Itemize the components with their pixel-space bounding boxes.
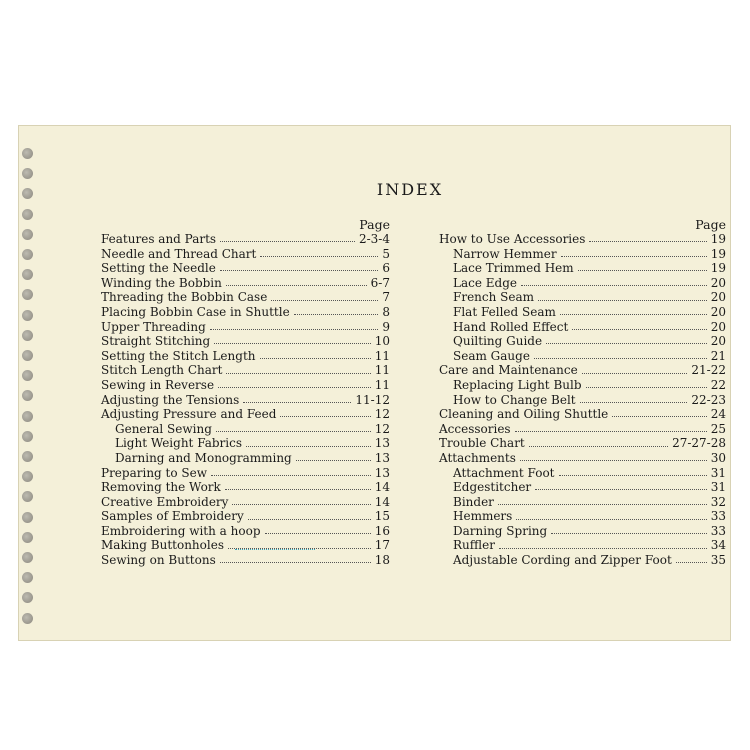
entry-page-number: 20: [710, 304, 726, 319]
dot-leader: [218, 386, 371, 388]
dot-leader: [535, 488, 707, 490]
index-entry: [439, 276, 726, 291]
entry-title: Replacing Light Bulb: [453, 377, 582, 392]
entry-title: Flat Felled Seam: [453, 304, 556, 319]
dot-leader: [220, 240, 355, 242]
dot-leader: [534, 357, 707, 359]
index-entry: [439, 290, 726, 305]
binding-hole: [22, 411, 33, 422]
index-entry: [439, 538, 726, 553]
dot-leader: [538, 299, 707, 301]
entry-page-number: 20: [710, 290, 726, 305]
dot-leader: [578, 269, 707, 271]
index-entry: [101, 509, 390, 524]
dot-leader: [515, 430, 707, 432]
entry-title: Edgestitcher: [453, 480, 532, 495]
entry-page-number: 31: [710, 465, 726, 480]
entry-page-number: 16: [374, 523, 390, 538]
left-column: [101, 218, 390, 568]
dot-leader: [211, 474, 371, 476]
entry-page-number: 12: [374, 421, 390, 436]
index-entry: [439, 334, 726, 349]
index-entry: [439, 232, 726, 247]
dot-leader: [220, 561, 371, 563]
entry-title: Seam Gauge: [453, 348, 530, 363]
index-entry: [439, 349, 726, 364]
index-entry: [101, 378, 390, 393]
entry-page-number: 19: [710, 261, 726, 276]
entry-title: Quilting Guide: [453, 334, 543, 349]
entry-page-number: 11: [374, 348, 390, 363]
entry-title: Removing the Work: [101, 480, 221, 495]
index-entry: [101, 320, 390, 335]
entry-title: Lace Edge: [453, 275, 517, 290]
entry-page-number: 13: [374, 465, 390, 480]
dot-leader: [280, 415, 370, 417]
dot-leader: [226, 372, 370, 374]
entry-page-number: 33: [710, 523, 726, 538]
entry-page-number: 25: [710, 421, 726, 436]
entry-title: Adjusting Pressure and Feed: [101, 407, 277, 422]
entry-page-number: 14: [374, 494, 390, 509]
entry-page-number: 13: [374, 436, 390, 451]
entry-title: General Sewing: [115, 421, 212, 436]
entry-page-number: 12: [374, 407, 390, 422]
entry-page-number: 5: [382, 246, 390, 261]
dot-leader: [260, 255, 378, 257]
index-entry: [101, 422, 390, 437]
entry-title: Accessories: [439, 421, 511, 436]
index-entry: [101, 466, 390, 481]
entry-page-number: 34: [710, 538, 726, 553]
binding-hole: [22, 552, 33, 563]
entry-page-number: 33: [710, 509, 726, 524]
binding-hole: [22, 431, 33, 442]
entry-title: Setting the Needle: [101, 261, 216, 276]
binding-hole: [22, 451, 33, 462]
entry-title: Cleaning and Oiling Shuttle: [439, 407, 609, 422]
index-entry: [101, 290, 390, 305]
entry-title: Attachment Foot: [453, 465, 555, 480]
index-entry: [439, 305, 726, 320]
entry-page-number: 20: [710, 334, 726, 349]
left-entry-list: [101, 232, 390, 568]
right-entry-list: [439, 232, 726, 568]
index-entry: [101, 553, 390, 568]
dot-leader: [560, 313, 707, 315]
dot-leader: [546, 342, 707, 344]
dot-leader: [580, 401, 688, 403]
entry-page-number: 6-7: [370, 275, 390, 290]
entry-title: Adjusting the Tensions: [101, 392, 240, 407]
index-entry: [439, 524, 726, 539]
dot-leader: [216, 430, 371, 432]
dot-leader: [499, 547, 707, 549]
dot-leader: [561, 255, 707, 257]
entry-page-number: 19: [710, 246, 726, 261]
entry-title: Creative Embroidery: [101, 494, 229, 509]
index-entry: [101, 407, 390, 422]
index-entry: [439, 422, 726, 437]
entry-title: Lace Trimmed Hem: [453, 261, 574, 276]
entry-title: Straight Stitching: [101, 334, 211, 349]
entry-title: Threading the Bobbin Case: [101, 290, 268, 305]
index-entry: [101, 232, 390, 247]
entry-page-number: 7: [382, 290, 390, 305]
left-page-header: Page: [359, 217, 390, 232]
entry-title: Ruffler: [453, 538, 495, 553]
entry-title: Embroidering with a hoop: [101, 523, 261, 538]
entry-title: Sewing in Reverse: [101, 377, 215, 392]
dot-leader: [248, 518, 371, 520]
index-entry: [101, 363, 390, 378]
index-entry: [439, 407, 726, 422]
binding-hole: [22, 532, 33, 543]
index-entry: [439, 495, 726, 510]
entry-title: Upper Threading: [101, 319, 206, 334]
binding-hole: [22, 512, 33, 523]
index-entry: [101, 538, 390, 553]
binding-hole: [22, 249, 33, 260]
entry-page-number: 8: [382, 304, 390, 319]
highlight-underline: [235, 549, 315, 550]
entry-title: Trouble Chart: [439, 436, 525, 451]
index-entry: [101, 436, 390, 451]
dot-leader: [232, 503, 370, 505]
index-entry: [439, 436, 726, 451]
dot-leader: [220, 269, 379, 271]
entry-title: Features and Parts: [101, 232, 217, 246]
entry-title: Stitch Length Chart: [101, 363, 223, 378]
dot-leader: [296, 459, 371, 461]
entry-page-number: 22: [710, 377, 726, 392]
binding-hole: [22, 229, 33, 240]
index-entry: [439, 553, 726, 568]
dot-leader: [559, 474, 707, 476]
entry-page-number: 6: [382, 261, 390, 276]
index-entry: [101, 334, 390, 349]
entry-page-number: 31: [710, 480, 726, 495]
binding-hole: [22, 350, 33, 361]
entry-page-number: 22-23: [691, 392, 726, 407]
dot-leader: [246, 445, 371, 447]
index-entry: [439, 363, 726, 378]
binding-hole: [22, 330, 33, 341]
index-entry: [101, 524, 390, 539]
dot-leader: [243, 401, 351, 403]
dot-leader: [529, 445, 668, 447]
dot-leader: [214, 342, 371, 344]
entry-page-number: 32: [710, 494, 726, 509]
right-page-header: Page: [695, 217, 726, 232]
entry-page-number: 24: [710, 407, 726, 422]
entry-title: Darning and Monogramming: [115, 450, 292, 465]
dot-leader: [676, 561, 707, 563]
dot-leader: [572, 328, 706, 330]
dot-leader: [589, 240, 706, 242]
entry-title: How to Change Belt: [453, 392, 576, 407]
index-title: INDEX: [376, 180, 444, 199]
entry-page-number: 30: [710, 450, 726, 465]
index-entry: [439, 247, 726, 262]
dot-leader: [271, 299, 378, 301]
index-entry: [101, 261, 390, 276]
entry-page-number: 21: [710, 348, 726, 363]
dot-leader: [520, 459, 707, 461]
index-entry: [439, 480, 726, 495]
index-entry: [439, 378, 726, 393]
entry-page-number: 20: [710, 275, 726, 290]
entry-page-number: 35: [710, 553, 726, 568]
entry-title: French Seam: [453, 290, 535, 305]
binding-hole: [22, 613, 33, 624]
entry-title: Making Buttonholes: [101, 538, 224, 553]
entry-page-number: 15: [374, 509, 390, 524]
entry-page-number: 10: [374, 334, 390, 349]
entry-title: Winding the Bobbin: [101, 275, 222, 290]
index-entry: [439, 320, 726, 335]
dot-leader: [521, 284, 707, 286]
index-entry: [439, 451, 726, 466]
dot-leader: [265, 532, 371, 534]
entry-title: Setting the Stitch Length: [101, 348, 256, 363]
entry-title: Binder: [453, 494, 494, 509]
entry-page-number: 17: [374, 538, 390, 553]
index-entry: [101, 276, 390, 291]
entry-page-number: 11-12: [355, 392, 390, 407]
index-entry: [439, 393, 726, 408]
index-entry: [101, 393, 390, 408]
dot-leader: [225, 488, 371, 490]
entry-title: How to Use Accessories: [439, 232, 586, 246]
dot-leader: [516, 518, 706, 520]
entry-title: Attachments: [439, 450, 516, 465]
entry-title: Care and Maintenance: [439, 363, 578, 378]
entry-page-number: 13: [374, 450, 390, 465]
index-entry: [101, 480, 390, 495]
dot-leader: [498, 503, 707, 505]
binding-hole: [22, 148, 33, 159]
dot-leader: [586, 386, 707, 388]
index-entry: [101, 247, 390, 262]
entry-page-number: 2-3-4: [358, 232, 390, 246]
entry-page-number: 19: [710, 232, 726, 246]
dot-leader: [226, 284, 367, 286]
entry-page-number: 27-27-28: [672, 436, 726, 451]
entry-title: Narrow Hemmer: [453, 246, 557, 261]
dot-leader: [612, 415, 706, 417]
index-entry: [101, 305, 390, 320]
entry-title: Darning Spring: [453, 523, 548, 538]
index-entry: [439, 509, 726, 524]
index-entry: [439, 261, 726, 276]
dot-leader: [260, 357, 371, 359]
entry-page-number: 21-22: [691, 363, 726, 378]
entry-page-number: 11: [374, 363, 390, 378]
entry-title: Needle and Thread Chart: [101, 246, 257, 261]
dot-leader: [582, 372, 688, 374]
entry-page-number: 9: [382, 319, 390, 334]
entry-title: Samples of Embroidery: [101, 509, 244, 524]
entry-page-number: 14: [374, 480, 390, 495]
entry-title: Hand Rolled Effect: [453, 319, 569, 334]
entry-page-number: 18: [374, 553, 390, 568]
entry-page-number: 20: [710, 319, 726, 334]
index-entry: [101, 495, 390, 510]
index-entry: [101, 349, 390, 364]
dot-leader: [551, 532, 707, 534]
index-entry: [439, 466, 726, 481]
entry-title: Sewing on Buttons: [101, 553, 216, 568]
entry-page-number: 11: [374, 377, 390, 392]
entry-title: Placing Bobbin Case in Shuttle: [101, 304, 290, 319]
dot-leader: [294, 313, 379, 315]
entry-title: Hemmers: [453, 509, 513, 524]
binding-hole: [22, 209, 33, 220]
entry-title: Preparing to Sew: [101, 465, 208, 480]
right-column: [439, 218, 726, 568]
dot-leader: [210, 328, 379, 330]
binding-hole: [22, 310, 33, 321]
entry-title: Light Weight Fabrics: [115, 436, 242, 451]
index-entry: [101, 451, 390, 466]
entry-title: Adjustable Cording and Zipper Foot: [453, 553, 672, 568]
